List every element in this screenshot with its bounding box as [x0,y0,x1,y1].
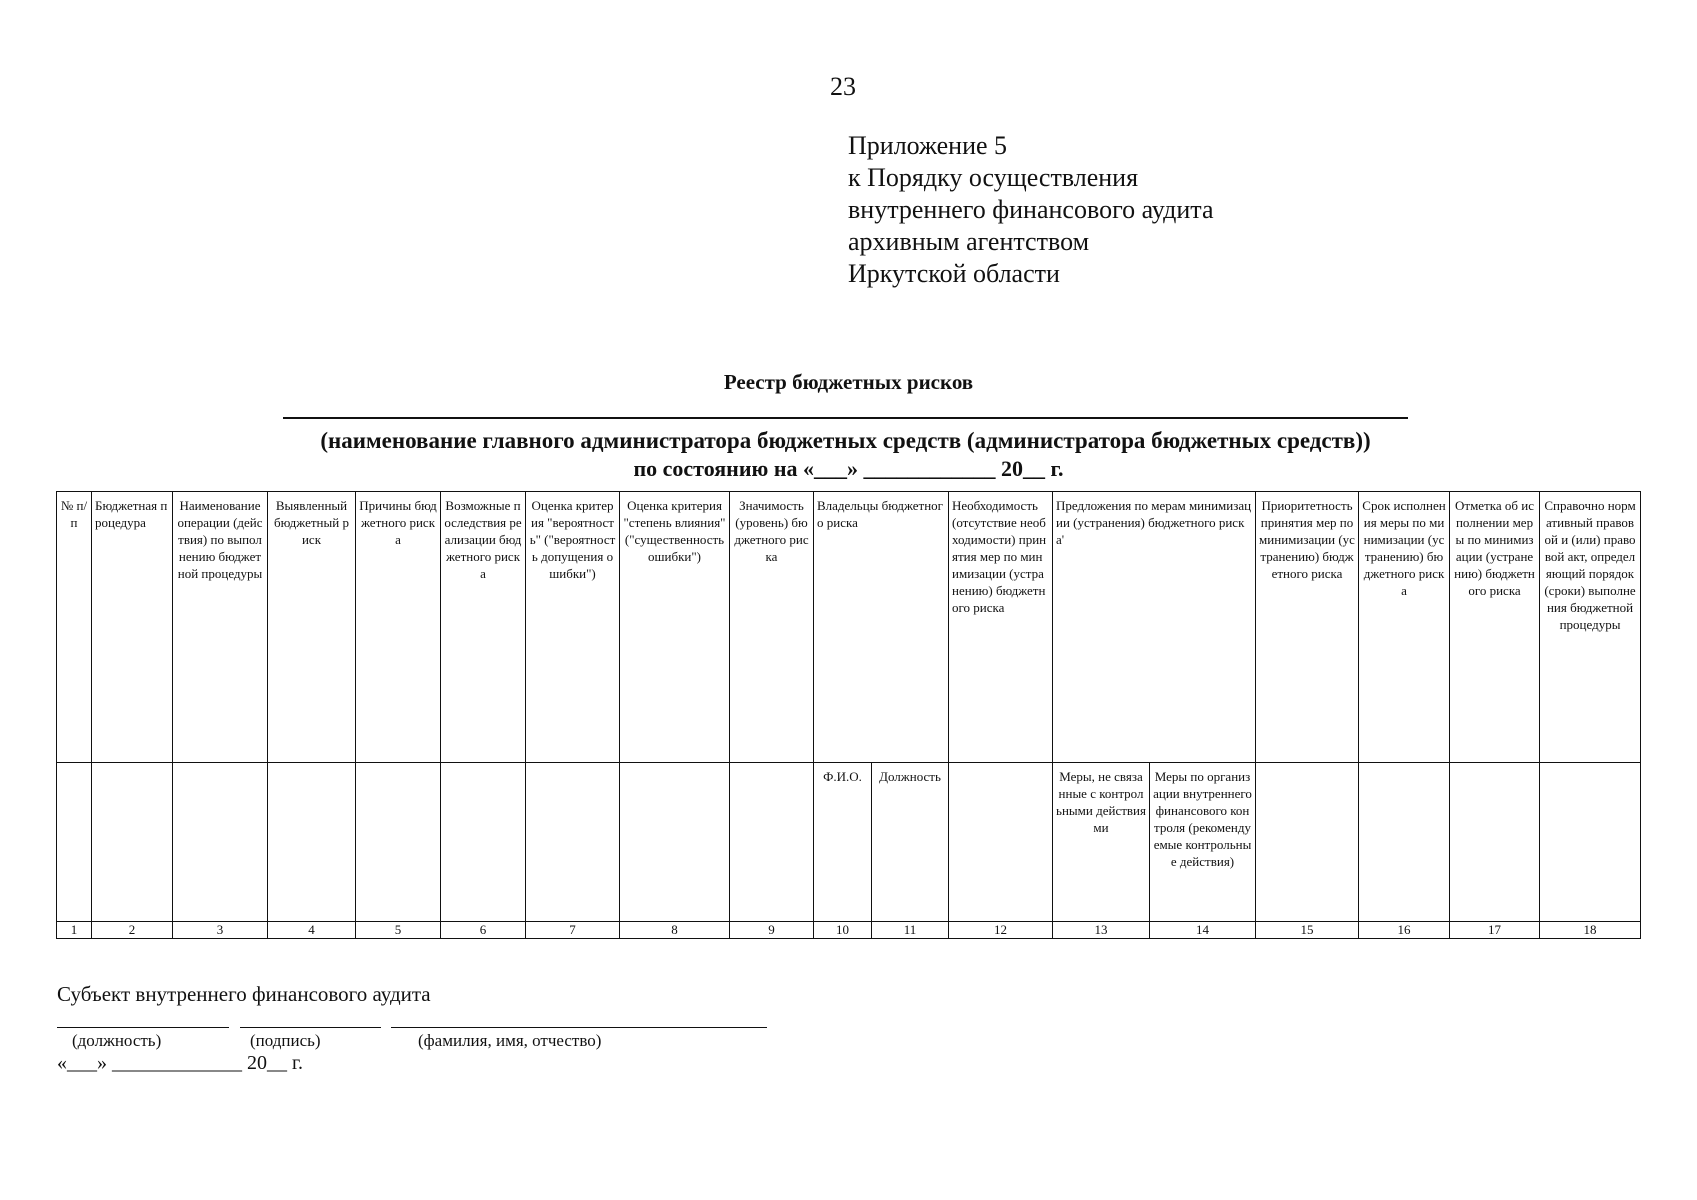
empty-cell [441,763,526,922]
position-caption: (должность) [72,1031,162,1050]
header-cell: Срок исполнения меры по минимизации (устранению) бюджетного риска [1359,492,1450,763]
header-cell: Справочно нормативный правовой и (или) правовой акт, определяющий порядок (сроки) выполнения бюджетной процедуры [1540,492,1641,763]
column-number: 18 [1540,922,1641,939]
column-number: 6 [441,922,526,939]
empty-cell [1359,763,1450,922]
header-cell: Оценка критерия "вероятность" ("вероятность допущения ошибки") [526,492,620,763]
column-number: 7 [526,922,620,939]
header-cell: Выявленный бюджетный риск [268,492,356,763]
signature-blank-line [240,1027,381,1028]
subheader-owner-name: Ф.И.О. [814,763,872,922]
empty-cell [526,763,620,922]
empty-cell [173,763,268,922]
appendix-line: архивным агентством [848,227,1090,256]
subheader-control-measures: Меры по организации внутреннего финансового контроля (рекомендуемые контрольные действия) [1150,763,1256,922]
risk-registry-table [56,491,1641,939]
header-cell-owners: Владельцы бюджетного риска [814,492,949,763]
appendix-line: к Порядку осуществления [848,163,1139,192]
empty-cell [1256,763,1359,922]
header-cell: Отметка об исполнении меры по минимизации (устранению) бюджетного риска [1450,492,1540,763]
column-number: 11 [872,922,949,939]
empty-cell [620,763,730,922]
header-cell: Возможные последствия реализации бюджетного риска [441,492,526,763]
subheader-owner-position: Должность [872,763,949,922]
column-number: 4 [268,922,356,939]
column-number: 8 [620,922,730,939]
header-cell: № п/п [57,492,92,763]
column-number: 15 [1256,922,1359,939]
header-cell: Приоритетность принятия мер по минимизации (устранению) бюджетного риска [1256,492,1359,763]
empty-cell [92,763,173,922]
column-number: 9 [730,922,814,939]
column-number: 5 [356,922,441,939]
header-cell: Оценка критерия "степень влияния" ("существенность ошибки") [620,492,730,763]
appendix-line: Приложение 5 [848,131,1008,160]
full-name-blank-line [391,1027,767,1028]
subheader-non-control-measures: Меры, не связанные с контрольными действиями [1053,763,1150,922]
header-cell: Значимость (уровень) бюджетного риска [730,492,814,763]
full-name-caption: (фамилия, имя, отчество) [418,1031,602,1050]
table-subheader-row [57,763,1641,922]
organization-blank-line [283,417,1408,419]
column-number: 2 [92,922,173,939]
column-number: 13 [1053,922,1150,939]
header-cell: Бюджетная процедура [92,492,173,763]
organization-caption: (наименование главного администратора бюджетных средств (администратора бюджетных средств)) [320,428,1371,453]
appendix-note [848,130,1214,290]
column-number-row [57,922,1641,939]
audit-subject-label: Субъект внутреннего финансового аудита [57,982,431,1006]
empty-cell [949,763,1053,922]
signature-date-line: «___» _____________ 20__ г. [57,1052,303,1074]
position-blank-line [57,1027,229,1028]
table-header-row [57,492,1641,763]
signature-caption: (подпись) [250,1031,321,1050]
registry-title: Реестр бюджетных рисков [723,370,974,394]
empty-cell [730,763,814,922]
column-number: 17 [1450,922,1540,939]
empty-cell [1450,763,1540,922]
column-number: 1 [57,922,92,939]
column-number: 14 [1150,922,1256,939]
as-of-date-line: по состоянию на «___» ____________ 20__ г. [633,456,1064,481]
header-cell: Необходимость (отсутствие необходимости) принятия мер по минимизации (устранению) бюджетного риска [949,492,1053,763]
header-cell: Наименование операции (действия) по выполнению бюджетной процедуры [173,492,268,763]
appendix-line: внутреннего финансового аудита [848,195,1214,224]
appendix-line: Иркутской области [848,259,1060,288]
empty-cell [268,763,356,922]
page-number: 23 [830,72,856,101]
column-number: 16 [1359,922,1450,939]
empty-cell [356,763,441,922]
header-cell: Причины бюджетного риска [356,492,441,763]
empty-cell [57,763,92,922]
empty-cell [1540,763,1641,922]
column-number: 10 [814,922,872,939]
column-number: 12 [949,922,1053,939]
column-number: 3 [173,922,268,939]
header-cell-proposals: Предложения по мерам минимизации (устранения) бюджетного риска' [1053,492,1256,763]
